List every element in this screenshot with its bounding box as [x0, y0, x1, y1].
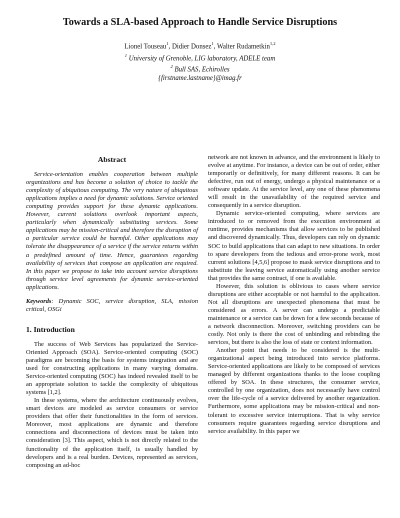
affiliation-2: [0, 63, 400, 75]
keywords: [26, 298, 198, 314]
keywords-text: : Dynamic SOC, service disruption, SLA, mission critical, OSGi: [26, 297, 198, 313]
affiliation-1: [0, 52, 400, 64]
section-heading-introduction: 1. Introduction: [26, 324, 75, 334]
affiliation-1-sup: 1: [124, 52, 128, 58]
right-paragraph-2: Dynamic service-oriented computing, where services are introduced to or removed from the execution environment at runtime, provides mechanisms that allow services to be published and discovered dynamically. Thus, developers can rely on dynamic SOC to build applications that can adapt to new situations. In order to spare developers from the tedious and error-prone work, most current solutions [4,5,6] propose to mask service disruptions and to substitute the leaving service automatically using another service that provides the same contract, if one is available.: [208, 210, 380, 282]
author-1-sup: 1: [166, 41, 169, 46]
left-column: [26, 156, 198, 470]
intro-paragraph-2: In these systems, where the architecture continuously evolves, smart devices are modeled as service consumers or service providers that offer their functionalities in the form of services. Moreover, most applications are dynamic and therefore connections and disconnections of devices must be taken into consideration [3]. This aspect, which is not directly related to the functionality of the application itself, is usually handled by developers and is a real burden. Devices, represented as services, composing an ad-hoc: [26, 397, 198, 469]
author-email: {firstname.lastname}@imag.fr: [158, 75, 242, 83]
affiliation-1-text: University of Grenoble, LIG laboratory, ADELE team: [127, 54, 276, 62]
author-line: [0, 40, 400, 52]
author-1: Lionel Touseau: [124, 43, 167, 51]
intro-paragraph-1: The success of Web Services has popularized the Service-Oriented Approach (SOA). Service-oriented computing (SOC) paradigms are becoming the basis for systems integration and are used for constructing applications in many varying domains. Service-oriented computing (SOC) has indeed revealed itself to be an appropriate solution to tackle the complexity of ubiquitous systems [1,2].: [26, 340, 198, 397]
author-3-sup: 1,2: [269, 41, 276, 46]
affiliation-2-text: Bull SAS, Echirolles: [172, 66, 230, 74]
abstract-heading: Abstract: [97, 155, 127, 164]
abstract-text: Service-orientation enables cooperation between multiple organizations and has become a solution of choice to tackle the complexity of ubiquitous computing. The very nature of ubiquitous applications implies a need for dynamic solutions. Service oriented computing provides support for these dynamic applications. However, current solutions overlook important aspects, particularly when dynamically substituting services. Some applications may be mission-critical and therefore the disruption of a particular service could be harmful. Other applications may tolerate the disappearance of a service if the service returns within a predefined amount of time. Hence, guarantees regarding availability of services that compose an application are required. In this paper we propose to take into account service disruptions through service level agreements for dynamic service-oriented applications.: [26, 171, 198, 291]
author-3: , Walter Rudametkin: [213, 43, 270, 51]
author-2: , Didier Donsez: [168, 43, 212, 51]
author-2-sup: 1: [211, 41, 214, 46]
affiliation-2-sup: 2: [170, 64, 173, 70]
right-paragraph-3: However, this solution is oblivious to cases where service disruptions are either acceptable or not harmful to the application. Not all disruptions are unexpected phenomena that must be considered as errors. A server can undergo a predictable maintenance or a service can be down for a few seconds because of a network disconnection. Moreover, switching providers can be costly. Not only is there the cost of unbinding and rebinding the services, but there is also the loss of state or context information.: [208, 282, 380, 347]
keywords-label: Keywords: [26, 297, 52, 305]
author-block: [0, 40, 400, 83]
right-paragraph-1: network are not known in advance, and the environment is likely to evolve at anytime. For instance, a device can be out of order, either temporarily or definitively, for many different reasons. It can be defective, run out of energy, undergo a physical maintenance or a software update. At the service level, any one of these phenomena will result in the unavailability of the required service and consequently in a service disruption.: [208, 154, 380, 210]
right-column: [208, 154, 380, 436]
paper-title: Towards a SLA-based Approach to Handle Service Disruptions: [62, 17, 338, 28]
right-paragraph-4: Another point that needs to be considered is the multi-organizational aspect being introduced into service platforms. Service-oriented applications are likely to be composed of services managed by different organizations thanks to the loose coupling offered by SOA. In these structures, the consumer service, controlled by one organization, does not necessarily have control over the life-cycle of a service delivered by another organization. Furthermore, some applications may be mission-critical and non-tolerant to excessive service interruptions. That is why service consumers require guarantees regarding service disruptions and service availability. In this paper we: [208, 347, 380, 435]
